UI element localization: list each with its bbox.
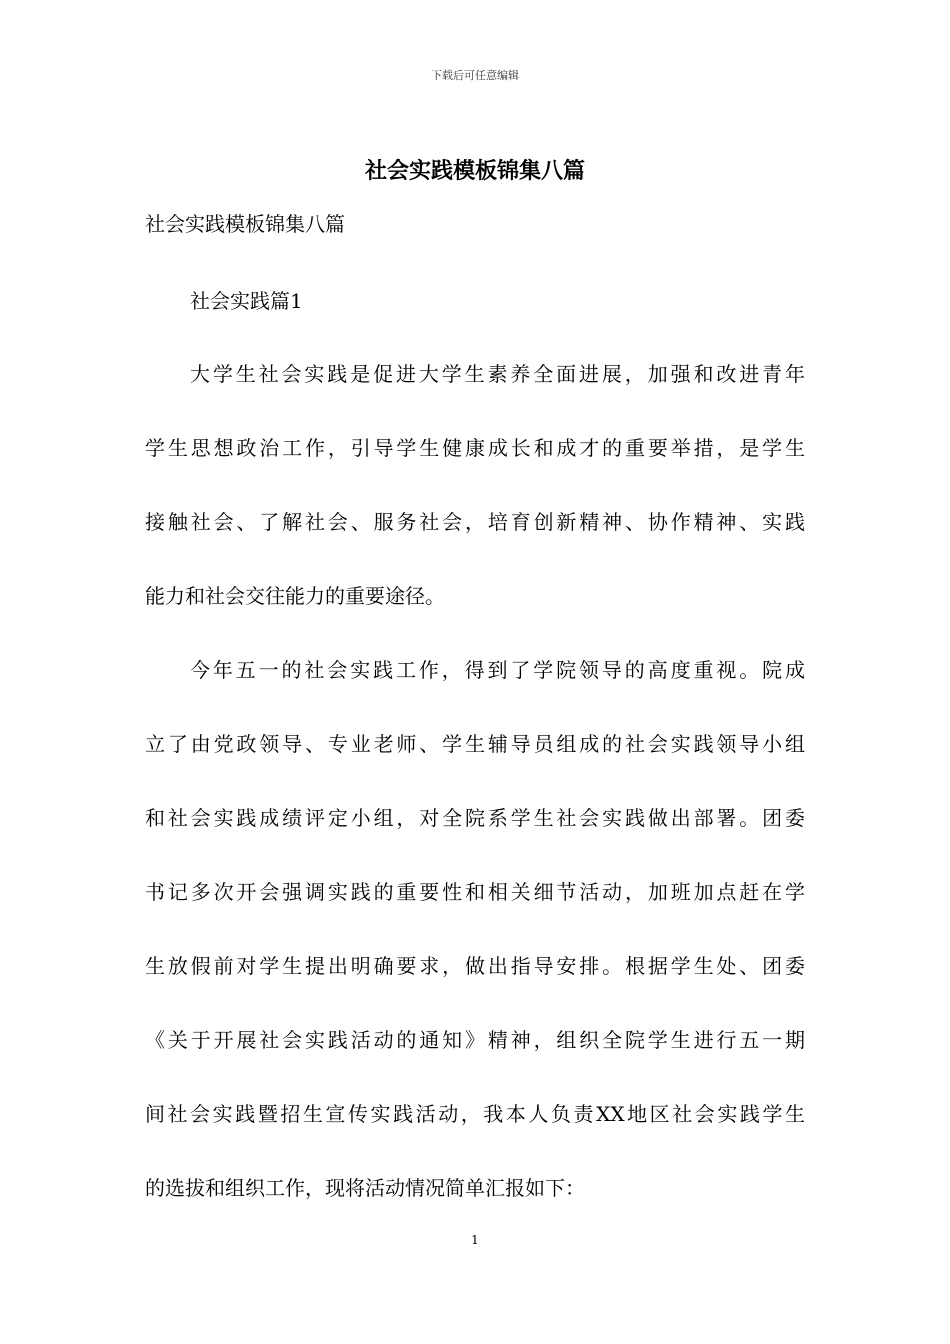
paragraph-2	[145, 653, 805, 1245]
paragraph-line: 立了由党政领导、专业老师、学生辅导员组成的社会实践领导小组	[145, 732, 805, 756]
document-title: 社会实践模板锦集八篇	[364, 158, 585, 184]
paragraph-line: 接触社会、了解社会、服务社会，培育创新精神、协作精神、实践	[145, 510, 805, 534]
paragraph-line: 间社会实践暨招生宣传实践活动，我本人负责XX地区社会实践学生	[145, 1102, 805, 1126]
paragraph-line: 书记多次开会强调实践的重要性和相关细节活动，加班加点赶在学	[145, 880, 805, 904]
paragraph-line: 今年五一的社会实践工作，得到了学院领导的高度重视。院成	[190, 658, 805, 682]
paragraph-line: 《关于开展社会实践活动的通知》精神，组织全院学生进行五一期	[145, 1028, 805, 1052]
paragraph-line: 能力和社会交往能力的重要途径。	[145, 584, 445, 608]
page-number: 1	[471, 1233, 479, 1247]
paragraph-line: 生放假前对学生提出明确要求，做出指导安排。根据学生处、团委	[145, 954, 805, 978]
section-heading: 社会实践篇1	[190, 289, 303, 313]
paragraph-line: 和社会实践成绩评定小组，对全院系学生社会实践做出部署。团委	[145, 806, 805, 830]
header-note: 下载后可任意编辑	[431, 69, 519, 82]
paragraph-line: 学生思想政治工作，引导学生健康成长和成才的重要举措，是学生	[145, 436, 805, 460]
document-subtitle: 社会实践模板锦集八篇	[145, 212, 345, 236]
paragraph-line: 大学生社会实践是促进大学生素养全面进展，加强和改进青年	[190, 362, 805, 386]
paragraph-1	[145, 357, 805, 653]
paragraph-line: 的选拔和组织工作，现将活动情况简单汇报如下：	[145, 1176, 585, 1200]
